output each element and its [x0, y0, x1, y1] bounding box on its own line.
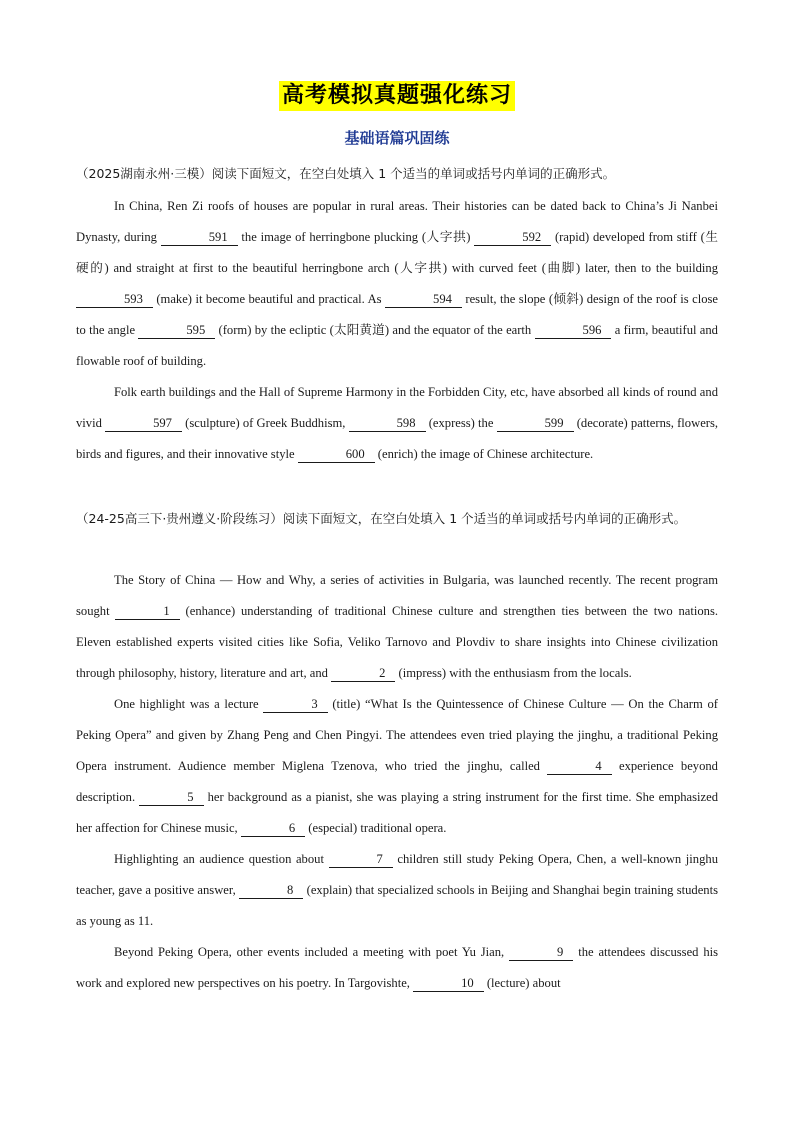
text-run: (make) it become beautiful and practical. As	[156, 292, 382, 306]
text-run: (enrich) the image of Chinese architecture.	[377, 447, 594, 461]
section2-paragraph-1	[76, 565, 718, 689]
text-run: (express) the	[428, 416, 494, 430]
answer-blank-7[interactable]: 7	[329, 852, 393, 868]
answer-blank-594[interactable]: 594	[385, 292, 462, 308]
answer-blank-598[interactable]: 598	[349, 416, 426, 432]
text-run: a firm, beautiful and flowable roof of building.	[76, 323, 718, 368]
section2-passage	[76, 565, 718, 999]
answer-blank-592[interactable]: 592	[474, 230, 551, 246]
text-run: In China, Ren Zi roofs of houses are popular in rural areas. Their histories can be dated back to China’s Ji Nanbei Dynasty, during	[76, 199, 718, 244]
answer-blank-1[interactable]: 1	[115, 604, 179, 620]
answer-blank-597[interactable]: 597	[105, 416, 182, 432]
answer-blank-600[interactable]: 600	[298, 447, 375, 463]
answer-blank-3[interactable]: 3	[263, 697, 327, 713]
text-run: (rapid) developed from stiff (生硬的) and straight at first to the beautiful herringbone arch (人字拱) with curved feet (曲脚) later, then to the building	[76, 230, 719, 275]
text-run: One highlight was a lecture	[114, 697, 259, 711]
text-run: (lecture) about	[486, 976, 561, 990]
text-run: experience beyond description.	[76, 759, 718, 804]
section2-source	[76, 508, 718, 530]
text-run: her background as a pianist, she was playing a string instrument for the first time. She emphasized her affection for Chinese music,	[76, 790, 719, 835]
section2-paragraph-3	[76, 844, 718, 937]
section1-paragraph-2	[76, 377, 718, 470]
text-run: result, the slope (倾斜) design of the roof is close to the angle	[76, 292, 718, 337]
section1-passage	[76, 191, 718, 470]
title-container	[0, 81, 794, 111]
text-run: Beyond Peking Opera, other events included a meeting with poet Yu Jian,	[114, 945, 505, 959]
text-run: children still study Peking Opera, Chen, a well-known jinghu teacher, gave a positive answer,	[76, 852, 718, 897]
answer-blank-4[interactable]: 4	[547, 759, 611, 775]
text-run: (decorate) patterns, flowers, birds and figures, and their innovative style	[76, 416, 719, 461]
text-run: The Story of China — How and Why, a series of activities in Bulgaria, was launched recently. The recent program sought	[76, 573, 718, 618]
answer-blank-593[interactable]: 593	[76, 292, 153, 308]
text-run: the attendees discussed his work and explored new perspectives on his poetry. In Targovishte,	[76, 945, 719, 990]
answer-blank-596[interactable]: 596	[535, 323, 612, 339]
answer-blank-2[interactable]: 2	[331, 666, 395, 682]
text-run: (enhance) understanding of traditional Chinese culture and strengthen ties between the two nations. Eleven established experts visited cities like Sofia, Veliko Tarnovo and Plovdiv to share insights into Chinese civilization through philosophy, history, literature and art, and	[76, 604, 719, 680]
section2-paragraph-4	[76, 937, 718, 999]
answer-blank-599[interactable]: 599	[497, 416, 574, 432]
section2-paragraph-2	[76, 689, 718, 844]
answer-blank-8[interactable]: 8	[239, 883, 303, 899]
answer-blank-9[interactable]: 9	[509, 945, 573, 961]
text-run: Highlighting an audience question about	[114, 852, 324, 866]
text-run: Folk earth buildings and the Hall of Supreme Harmony in the Forbidden City, etc, have absorbed all kinds of round and vivid	[76, 385, 718, 430]
section1-source	[76, 163, 718, 185]
text-run: (especial) traditional opera.	[308, 821, 447, 835]
page-subtitle: 基础语篇巩固练	[344, 129, 450, 147]
answer-blank-5[interactable]: 5	[139, 790, 203, 806]
section2-source-text: （24-25高三下·贵州遵义·阶段练习）阅读下面短文，在空白处填入 1 个适当的单词或括号内单词的正确形式。	[76, 511, 687, 526]
text-run: (sculpture) of Greek Buddhism,	[185, 416, 346, 430]
section1-source-text: （2025湖南永州·三模）阅读下面短文，在空白处填入 1 个适当的单词或括号内单词的正确形式。	[76, 166, 616, 181]
answer-blank-10[interactable]: 10	[413, 976, 484, 992]
subtitle-container	[0, 127, 794, 149]
answer-blank-591[interactable]: 591	[161, 230, 238, 246]
text-run: the image of herringbone plucking (人字拱)	[241, 230, 471, 244]
page-title: 高考模拟真题强化练习	[279, 81, 515, 111]
answer-blank-6[interactable]: 6	[241, 821, 305, 837]
answer-blank-595[interactable]: 595	[138, 323, 215, 339]
text-run: (impress) with the enthusiasm from the locals.	[398, 666, 632, 680]
text-run: (explain) that specialized schools in Beijing and Shanghai begin training students as young as 11.	[76, 883, 718, 928]
text-run: (form) by the ecliptic (太阳黄道) and the equator of the earth	[218, 323, 532, 337]
section1-paragraph-1	[76, 191, 718, 377]
text-run: (title) “What Is the Quintessence of Chinese Culture — On the Charm of Peking Opera” and given by Zhang Peng and Chen Pingyi. The attendees even tried playing the jinghu, a traditional Peking Opera instrument. Audience member Miglena Tzenova, who tried the jinghu, called	[76, 697, 718, 773]
